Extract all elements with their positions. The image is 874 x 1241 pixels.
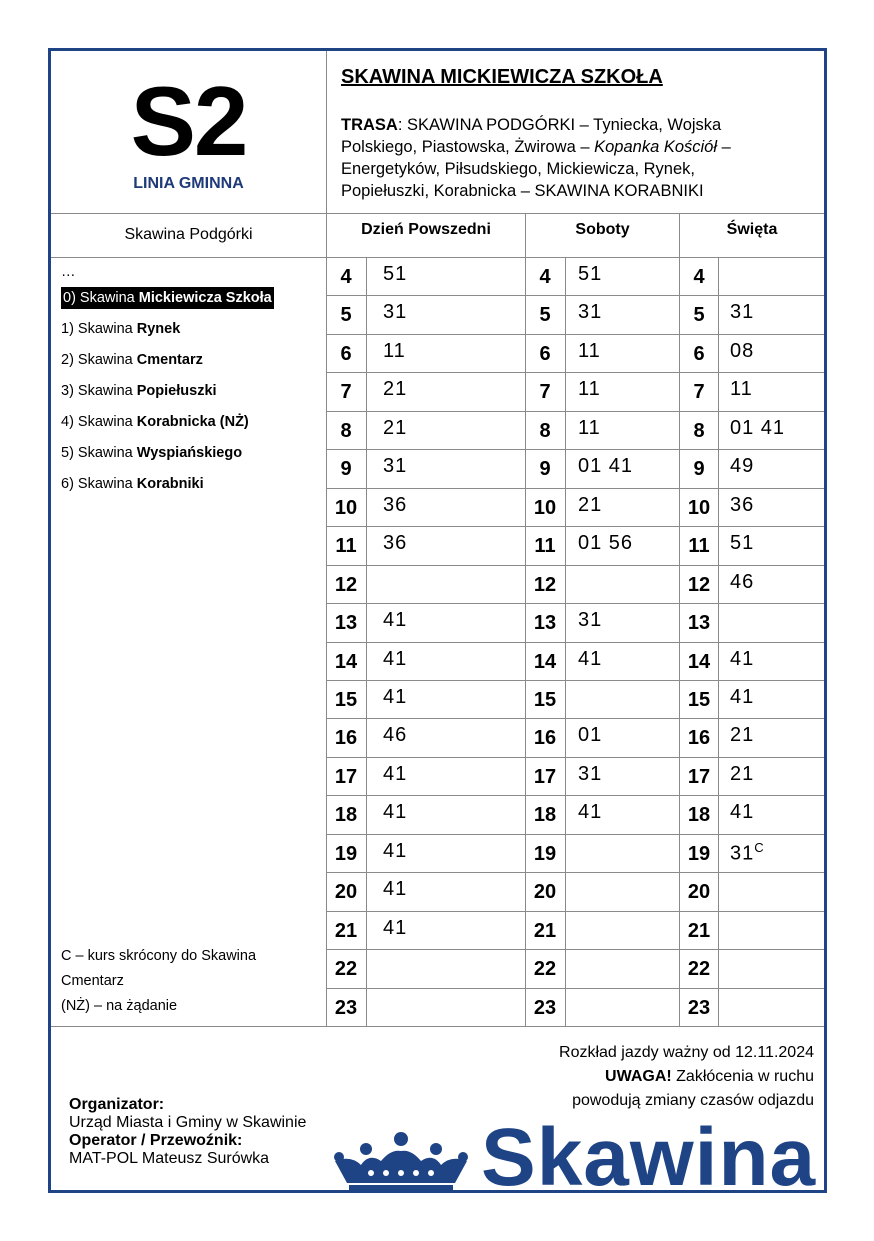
- column-saturday: Soboty: [575, 221, 630, 238]
- hour-cell: 13: [533, 612, 557, 635]
- warning: UWAGA! Zakłócenia w ruchu: [605, 1068, 814, 1085]
- hour-cell: 8: [693, 419, 705, 442]
- organizer-name: Urząd Miasta i Gminy w Skawinie: [69, 1114, 307, 1131]
- row-divider: [327, 295, 824, 296]
- minutes-cell: 21: [730, 762, 755, 785]
- hour-cell: 11: [534, 535, 556, 558]
- minutes-cell: 51: [730, 532, 755, 555]
- crown-logo-icon: [331, 1131, 471, 1193]
- line-type: LINIA GMINNA: [133, 175, 244, 192]
- minutes-cell: 51: [383, 263, 408, 285]
- minutes-cell: 11: [730, 378, 753, 401]
- hour-cell: 6: [693, 342, 705, 365]
- row-divider: [327, 603, 824, 604]
- minutes-cell: 41: [730, 685, 755, 708]
- hour-cell: 23: [334, 996, 358, 1019]
- row-divider: [327, 411, 824, 412]
- hour-cell: 19: [533, 842, 557, 865]
- organizer-label: Organizator:: [69, 1096, 165, 1113]
- hour-cell: 9: [539, 458, 551, 481]
- divider: [51, 213, 824, 214]
- minutes-cell: 31: [383, 455, 408, 478]
- minutes-cell: 31: [730, 301, 755, 324]
- hour-cell: 4: [539, 266, 551, 288]
- divider: [51, 1026, 824, 1027]
- operator-label: Operator / Przewoźnik:: [69, 1132, 243, 1149]
- row-divider: [327, 872, 824, 873]
- hour-cell: 19: [687, 842, 711, 865]
- hour-cell: 15: [334, 688, 358, 711]
- row-divider: [327, 757, 824, 758]
- hour-cell: 21: [334, 919, 358, 942]
- hour-cell: 12: [334, 573, 358, 596]
- operator-name: MAT-POL Mateusz Surówka: [69, 1150, 270, 1167]
- valid-from: Rozkład jazdy ważny od 12.11.2024: [559, 1044, 814, 1061]
- route-italic-stop: Kopanka Kościół: [594, 138, 718, 156]
- row-divider: [327, 718, 824, 719]
- row-divider: [327, 488, 824, 489]
- stop-item: 6) Skawina Korabniki: [61, 476, 204, 492]
- minutes-cell: 21: [383, 416, 408, 439]
- hour-cell: 6: [539, 342, 551, 365]
- hour-cell: 4: [340, 266, 352, 288]
- hour-cell: 15: [533, 688, 557, 711]
- minutes-cell: 36: [383, 532, 408, 555]
- row-divider: [327, 565, 824, 566]
- row-divider: [327, 911, 824, 912]
- hour-cell: 9: [693, 458, 705, 481]
- stop-item: 4) Skawina Korabnicka (NŻ): [61, 414, 249, 430]
- minutes-cell: 41: [383, 839, 408, 862]
- stop-title: SKAWINA MICKIEWICZA SZKOŁA: [341, 66, 663, 88]
- row-divider: [327, 526, 824, 527]
- minutes-cell: 49: [730, 455, 755, 478]
- hour-cell: 4: [693, 266, 705, 288]
- hour-cell: 12: [533, 573, 557, 596]
- short-course-mark: C: [754, 839, 765, 855]
- row-divider: [327, 949, 824, 950]
- hour-cell: 17: [687, 765, 711, 788]
- hour-cell: 17: [334, 765, 358, 788]
- hour-cell: 11: [688, 535, 710, 558]
- row-divider: [327, 372, 824, 373]
- hour-cell: 13: [334, 612, 358, 635]
- minutes-cell: 01 41: [578, 455, 634, 478]
- row-divider: [327, 834, 824, 835]
- hour-cell: 21: [687, 919, 711, 942]
- minutes-cell: 11: [578, 378, 601, 401]
- hour-cell: 21: [533, 919, 557, 942]
- minutes-cell: 41: [383, 685, 408, 708]
- warning-line-2: powodują zmiany czasów odjazdu: [572, 1092, 814, 1109]
- hour-cell: 17: [533, 765, 557, 788]
- hour-cell: 11: [335, 535, 357, 558]
- route-description: [341, 114, 781, 202]
- note-c: C – kurs skrócony do Skawina Cmentarz: [61, 948, 257, 989]
- minutes-cell: 41: [578, 647, 603, 670]
- row-divider: [327, 988, 824, 989]
- hour-cell: 18: [533, 804, 557, 827]
- minutes-cell: 21: [578, 493, 603, 516]
- minutes-cell: 41: [578, 801, 603, 824]
- hour-cell: 16: [533, 727, 557, 750]
- hour-cell: 8: [340, 419, 352, 442]
- hour-cell: 7: [539, 381, 551, 404]
- hour-cell: 14: [687, 650, 711, 673]
- hour-cell: 10: [334, 496, 358, 519]
- minutes-cell: 01 41: [730, 416, 786, 439]
- divider: [51, 257, 824, 258]
- legend-notes: [61, 944, 311, 1019]
- hour-cell: 6: [340, 342, 352, 365]
- direction-from: Skawina Podgórki: [124, 226, 253, 243]
- hour-cell: 5: [693, 304, 705, 327]
- hour-cell: 9: [340, 458, 352, 481]
- note-nz: (NŻ) – na żądanie: [61, 998, 178, 1014]
- hour-cell: 14: [334, 650, 358, 673]
- hour-cell: 15: [687, 688, 711, 711]
- hour-cell: 16: [687, 727, 711, 750]
- hour-cell: 10: [687, 496, 711, 519]
- row-divider: [327, 680, 824, 681]
- minutes-cell: 31: [383, 301, 408, 324]
- route-part-2: – Energetyków, Piłsudskiego, Mickiewicza, Rynek, Popiełuszki, Korabnicka – SKAWINA KORABNIKI: [341, 138, 731, 200]
- minutes-cell: 21: [383, 378, 408, 401]
- hour-cell: 18: [687, 804, 711, 827]
- hour-cell: 13: [687, 612, 711, 635]
- stop-item: 3) Skawina Popiełuszki: [61, 383, 217, 399]
- stop-item-current: 0) Skawina Mickiewicza Szkoła: [61, 283, 274, 314]
- minutes-cell: 21: [730, 724, 755, 747]
- minutes-cell: 41: [730, 647, 755, 670]
- hour-cell: 20: [687, 881, 711, 904]
- validity-info: [559, 1041, 814, 1113]
- minutes-cell: 46: [383, 724, 408, 747]
- minutes-cell: 01 56: [578, 532, 634, 555]
- minutes-cell: 01: [578, 724, 603, 747]
- hour-cell: 22: [687, 958, 711, 981]
- hour-cell: 20: [334, 881, 358, 904]
- hour-cell: 19: [334, 842, 358, 865]
- hour-cell: 8: [539, 419, 551, 442]
- row-divider: [327, 334, 824, 335]
- minutes-cell: 41: [730, 801, 755, 824]
- row-divider: [327, 642, 824, 643]
- stop-list: [61, 261, 274, 500]
- minutes-cell: 11: [578, 339, 601, 362]
- minutes-cell: 36: [730, 493, 755, 516]
- minutes-cell: 41: [383, 762, 408, 785]
- row-divider: [327, 795, 824, 796]
- column-holiday: Święta: [726, 221, 778, 238]
- hour-cell: 12: [687, 573, 711, 596]
- hour-cell: 18: [334, 804, 358, 827]
- minutes-cell: 41: [383, 647, 408, 670]
- hour-cell: 20: [533, 881, 557, 904]
- minutes-cell: 36: [383, 493, 408, 516]
- minutes-cell: 41: [383, 878, 408, 901]
- minutes-cell: 08: [730, 339, 755, 362]
- minutes-cell: 41: [383, 801, 408, 824]
- minutes-cell: $31^C$: [730, 839, 765, 865]
- route-part-1: : SKAWINA PODGÓRKI – Tyniecka, Wojska Polskiego, Piastowska, Żwirowa –: [341, 116, 722, 156]
- route-label: TRASA: [341, 116, 398, 134]
- hour-cell: 10: [533, 496, 557, 519]
- minutes-cell: 11: [383, 339, 406, 362]
- brand-wordmark: Skawina: [481, 1112, 817, 1203]
- stop-item: 2) Skawina Cmentarz: [61, 352, 203, 368]
- hour-cell: 22: [533, 958, 557, 981]
- organizer-info: [69, 1096, 306, 1168]
- hour-cell: 22: [334, 958, 358, 981]
- hour-cell: 7: [340, 381, 352, 404]
- hour-cell: 7: [693, 381, 705, 404]
- stop-item: 1) Skawina Rynek: [61, 321, 181, 337]
- minutes-cell: 51: [578, 263, 603, 285]
- hour-cell: 23: [533, 996, 557, 1019]
- minutes-cell: 11: [578, 416, 601, 439]
- timetable-frame: [48, 48, 827, 1203]
- minutes-cell: 41: [383, 916, 408, 939]
- column-weekday: Dzień Powszedni: [361, 221, 491, 238]
- stop-ellipsis: …: [61, 264, 76, 280]
- hour-cell: 16: [334, 727, 358, 750]
- stop-item: 5) Skawina Wyspiańskiego: [61, 445, 243, 461]
- row-divider: [327, 449, 824, 450]
- hour-cell: 23: [687, 996, 711, 1019]
- line-number: S2: [130, 66, 247, 176]
- minutes-cell: 41: [383, 609, 408, 632]
- minutes-cell: 31: [578, 762, 603, 785]
- hour-cell: 14: [533, 650, 557, 673]
- hour-cell: 5: [340, 304, 352, 327]
- hour-cell: 5: [539, 304, 551, 327]
- minutes-cell: 31: [578, 609, 603, 632]
- minutes-cell: 31: [578, 301, 603, 324]
- minutes-cell: 46: [730, 570, 755, 593]
